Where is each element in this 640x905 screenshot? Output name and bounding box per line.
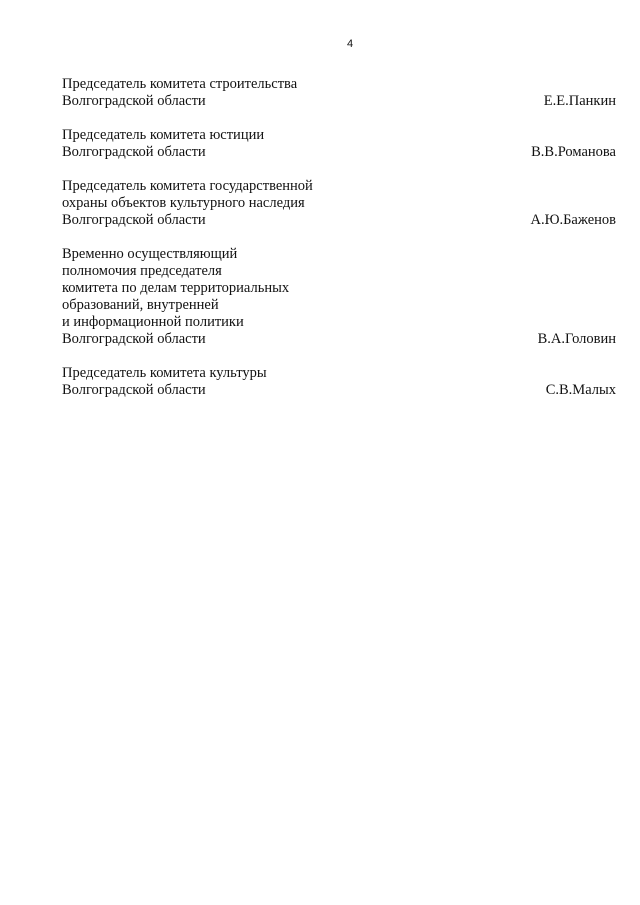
- signature-block-construction: [62, 76, 616, 110]
- signer-name: Е.Е.Панкин: [543, 93, 616, 109]
- signature-list: [62, 76, 616, 416]
- position-title-line: Председатель комитета юстиции: [62, 127, 265, 143]
- signature-block-justice: [62, 127, 616, 161]
- position-title-line: Председатель комитета государственной: [62, 178, 313, 194]
- position-title-line: Волгоградской области: [62, 212, 206, 228]
- position-title-line: Председатель комитета строительства: [62, 76, 298, 92]
- position-title-line: Волгоградской области: [62, 382, 206, 398]
- position-title-line: Волгоградской области: [62, 93, 206, 109]
- signer-name: А.Ю.Баженов: [530, 212, 616, 228]
- signature-block-cultural-heritage: [62, 178, 616, 229]
- position-title-line: Волгоградской области: [62, 331, 206, 347]
- position-title-line: Председатель комитета культуры: [62, 365, 267, 381]
- position-title-line: комитета по делам территориальных: [62, 280, 290, 296]
- position-title-line: полномочия председателя: [62, 263, 222, 279]
- signer-name: В.А.Головин: [537, 331, 616, 347]
- signer-name: В.В.Романова: [531, 144, 616, 160]
- position-title-line: образований, внутренней: [62, 297, 219, 313]
- position-title-line: Временно осуществляющий: [62, 246, 238, 262]
- page-number: 4: [346, 38, 354, 50]
- position-title-line: Волгоградской области: [62, 144, 206, 160]
- signature-block-culture: [62, 365, 616, 399]
- position-title-line: охраны объектов культурного наследия: [62, 195, 305, 211]
- position-title-line: и информационной политики: [62, 314, 244, 330]
- signature-block-territorial-affairs: [62, 246, 616, 348]
- signer-name: С.В.Малых: [545, 382, 616, 398]
